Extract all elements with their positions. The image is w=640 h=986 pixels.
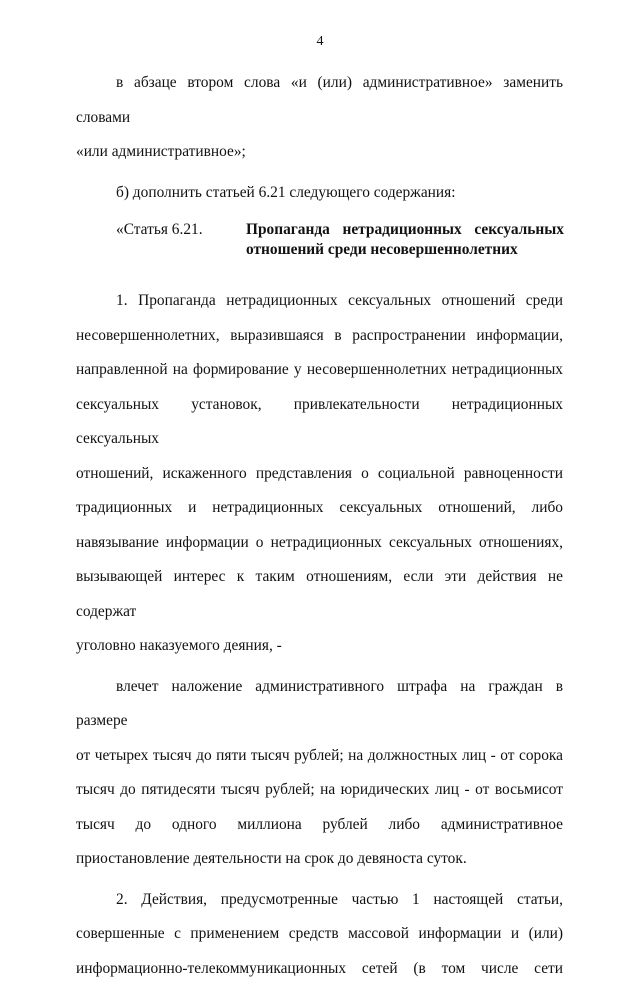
part2-line: информационно-телекоммуникационных сетей (в том числе сети: [76, 952, 563, 986]
intro-line-2: «или административное»;: [76, 135, 563, 170]
intro-line-1: в абзаце втором слова «и (или) административное» заменить словами: [76, 66, 563, 135]
part1-line: сексуальных установок, привлекательности нетрадиционных сексуальных: [76, 388, 563, 457]
article-title: [246, 220, 564, 260]
penalty-line: влечет наложение административного штрафа на граждан в размере: [76, 670, 563, 739]
document-body: [76, 66, 563, 986]
part1-line: вызывающей интерес к таким отношениям, если эти действия не содержат: [76, 560, 563, 629]
addition-text: б) дополнить статьей 6.21 следующего содержания:: [76, 176, 563, 211]
penalty-line: тысяч до одного миллиона рублей либо административное: [76, 808, 563, 843]
part1-line: навязывание информации о нетрадиционных сексуальных отношениях,: [76, 526, 563, 561]
article-heading: [76, 220, 563, 272]
part1-line: уголовно наказуемого деяния, -: [76, 629, 563, 664]
part1-line: несовершеннолетних, выразившаяся в распространении информации,: [76, 319, 563, 354]
penalty-clause: [76, 670, 563, 877]
penalty-line: приостановление деятельности на срок до девяноста суток.: [76, 842, 563, 877]
part1-line: направленной на формирование у несовершеннолетних нетрадиционных: [76, 353, 563, 388]
article-title-line-2: отношений среди несовершеннолетних: [246, 240, 564, 260]
part-1: [76, 284, 563, 664]
penalty-line: тысяч до пятидесяти тысяч рублей; на юридических лиц - от восьмисот: [76, 773, 563, 808]
page-number: 4: [0, 34, 640, 50]
part1-line: традиционных и нетрадиционных сексуальных отношений, либо: [76, 491, 563, 526]
part1-line: 1. Пропаганда нетрадиционных сексуальных отношений среди: [76, 284, 563, 319]
part2-line: совершенные с применением средств массовой информации и (или): [76, 917, 563, 952]
part1-line: отношений, искаженного представления о социальной равноценности: [76, 457, 563, 492]
part-2: [76, 883, 563, 986]
article-label: «Статья 6.21.: [116, 220, 203, 240]
penalty-line: от четырех тысяч до пяти тысяч рублей; на должностных лиц - от сорока: [76, 739, 563, 774]
part2-line: 2. Действия, предусмотренные частью 1 настоящей статьи,: [76, 883, 563, 918]
article-title-line-1: Пропаганда нетрадиционных сексуальных: [246, 220, 564, 240]
